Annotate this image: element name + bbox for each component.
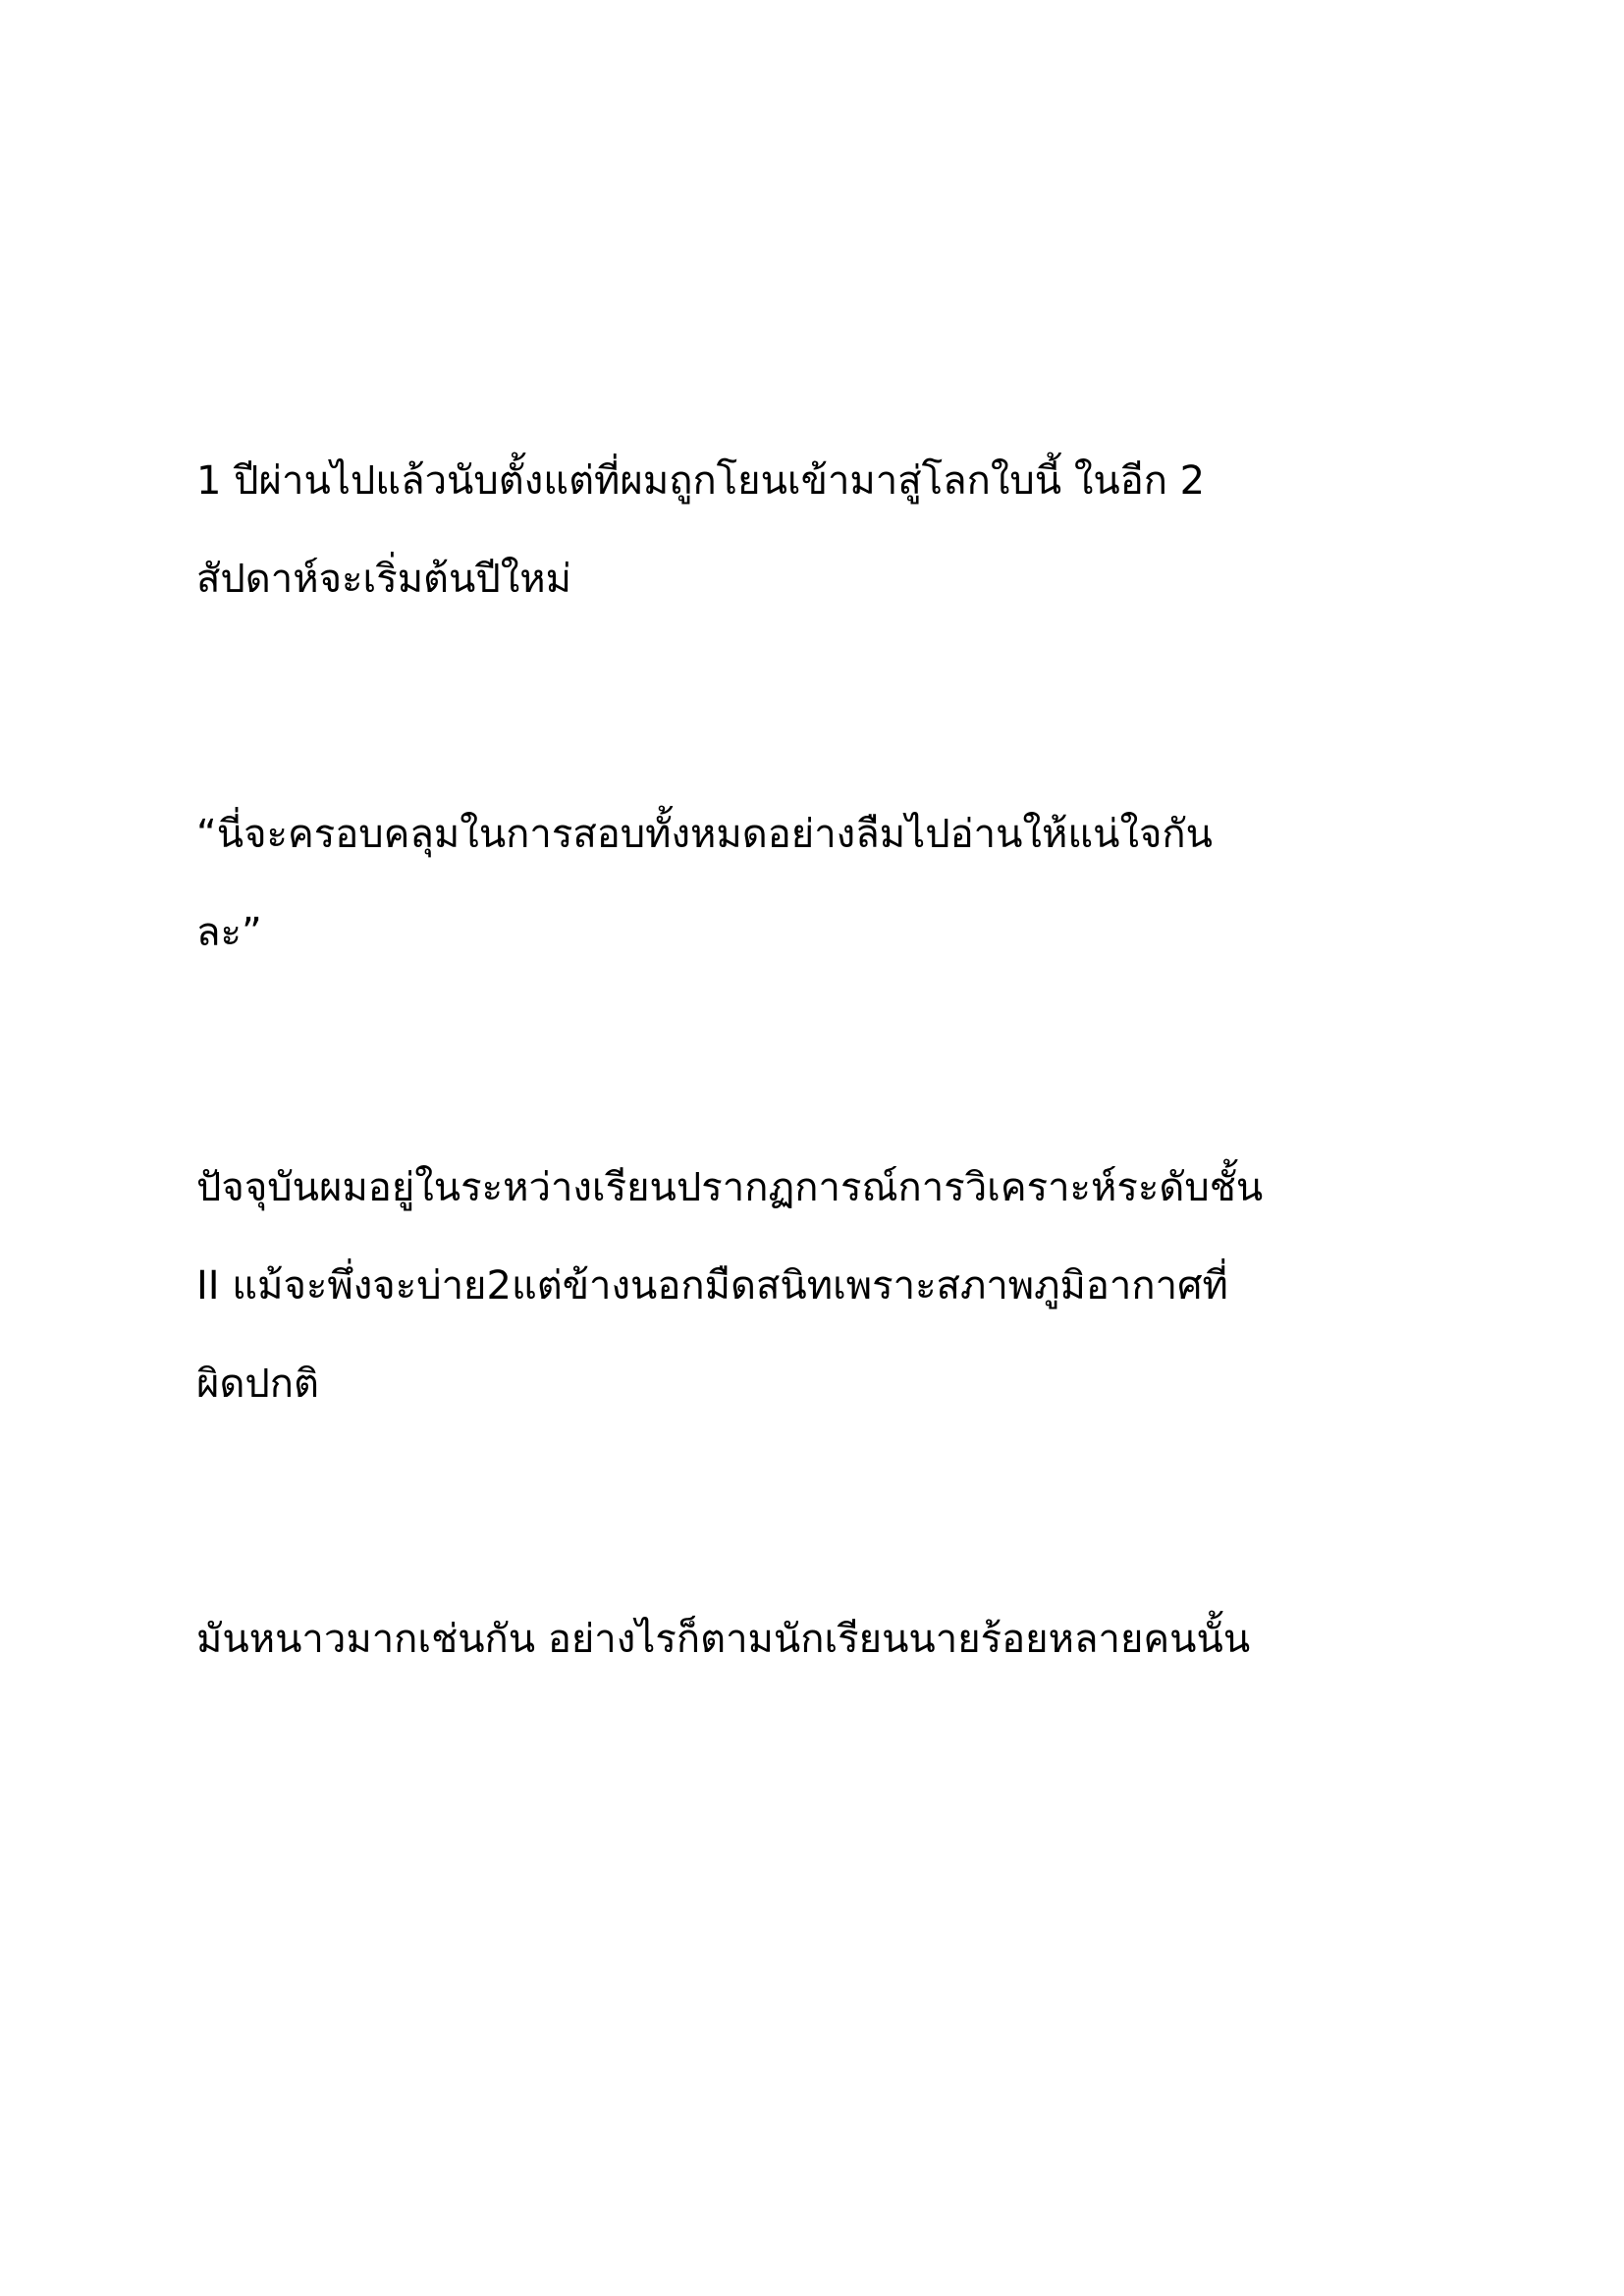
paragraph-line: ละ” [196, 910, 262, 955]
paragraph-1 [196, 432, 1473, 628]
paragraph-line: “นี่จะครอบคลุมในการสอบทั้งหมดอย่างลืมไปอ่านให้แน่ใจกัน [196, 812, 1213, 857]
paragraph-line: มันหนาวมากเช่นกัน อย่างไรก็ตามนักเรียนนายร้อยหลายคนนั้น [196, 1617, 1251, 1662]
paragraph-3 [196, 1139, 1473, 1433]
paragraph-line: สัปดาห์จะเริ่มต้นปีใหม่ [196, 557, 572, 602]
paragraph-4 [196, 1590, 1473, 1688]
paragraph-2 [196, 785, 1473, 982]
paragraph-line: II แม้จะพึ่งจะบ่าย2แต่ข้างนอกมืดสนิทเพราะสภาพภูมิอากาศที่ [196, 1263, 1228, 1308]
paragraph-line: 1 ปีผ่านไปแล้วนับตั้งแต่ที่ผมถูกโยนเข้ามาสู่โลกใบนี้ ในอีก 2 [196, 458, 1206, 504]
paragraph-line: ปัจจุบันผมอยู่ในระหว่างเรียนปรากฏการณ์การวิเคราะห์ระดับชั้น [196, 1165, 1264, 1210]
paragraph-line: ผิดปกติ [196, 1362, 319, 1407]
